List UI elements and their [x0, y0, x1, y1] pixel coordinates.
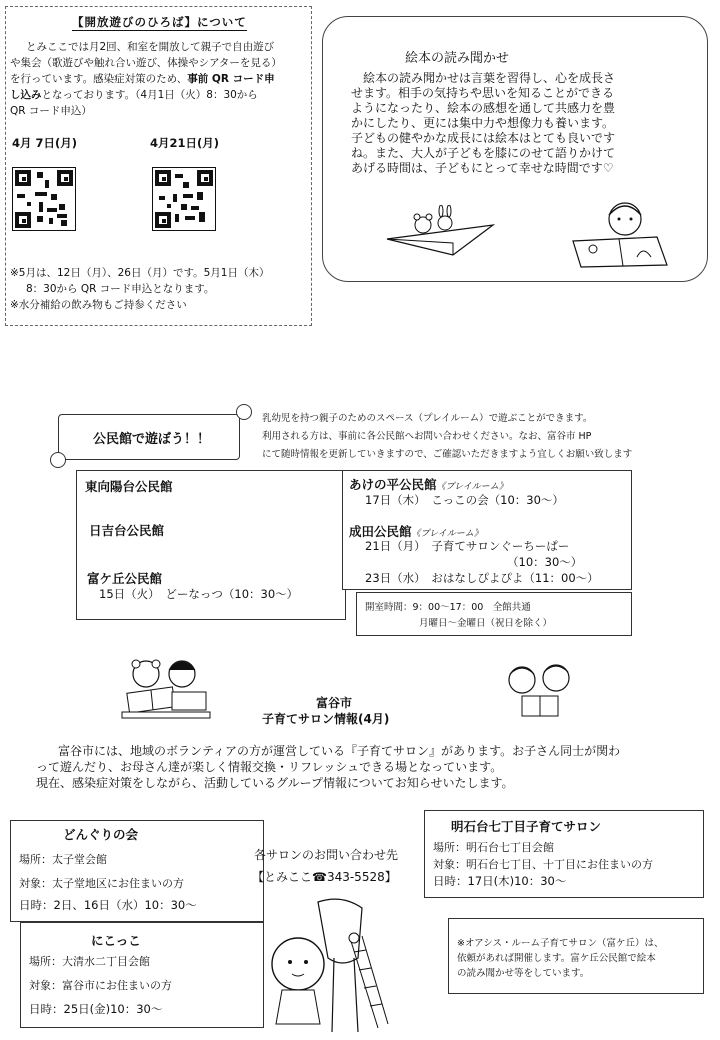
kominkan-left-box — [76, 470, 346, 620]
salon-date: 日時：25日(金)10：30〜 — [29, 1002, 163, 1016]
hours-box — [356, 592, 632, 636]
hiroba-body-4-text: となっております。（4月1日（火）8：30から — [41, 89, 258, 101]
ehon-line: かにしたり、更には集中力や想像力も養います。 — [351, 116, 615, 130]
ehon-line: 絵本の読み聞かせは言葉を習得し、心を成長さ — [351, 71, 616, 85]
kominkan-name: 成田公民館 — [349, 524, 412, 539]
kominkan-right-box — [342, 470, 632, 590]
ehon-line: ね。また、大人が子どもを膝にのせて語りかけて — [351, 146, 616, 160]
hiroba-date-2: 4月21日(月) — [150, 136, 220, 150]
kominkan-event: （10：30〜） — [507, 555, 583, 569]
salon-date: 日時：2日、16日（水）10：30〜 — [19, 898, 197, 912]
child-reading-illustration — [567, 197, 677, 269]
akashi-box — [424, 810, 704, 898]
hiroba-body-2: や集会（歌遊びや触れ合い遊び、体操やシアターを見る） — [10, 57, 282, 69]
hiroba-note-2: 8：30から QR コード申込となります。 — [26, 283, 215, 295]
kominkan-name: 東向陽台公民館 — [85, 479, 173, 494]
kominkan-intro-2: 利用される方は、事前に各公民館へお問い合わせください。なお、富谷市 HP — [262, 431, 592, 442]
banner-scroll-end — [236, 404, 252, 420]
salon-target: 対象：太子堂地区にお住まいの方 — [19, 877, 184, 890]
hiroba-body-4-bold: し込み — [10, 89, 42, 101]
qr-code-icon[interactable] — [152, 167, 216, 231]
contact-label: 各サロンのお問い合わせ先 — [254, 848, 399, 862]
ehon-line: 子どもの健やかな成長には絵本はとても良いです — [351, 131, 616, 145]
banner-scroll-end — [50, 452, 66, 468]
hiroba-note-3: ※水分補給の飲み物もご持参ください — [10, 299, 187, 311]
kominkan-event: 23日（水） おはなしぴよぴよ（11：00〜） — [365, 571, 599, 585]
hiroba-body-4 — [10, 87, 258, 103]
playroom-tag: 《プレイルーム》 — [411, 529, 483, 539]
ehon-box — [322, 16, 708, 282]
hiroba-body-3-text: を行っています。感染症対策のため、 — [10, 73, 188, 85]
oasis-line: の読み聞かせ等をしています。 — [457, 968, 590, 979]
ehon-title: 絵本の読み聞かせ — [405, 51, 510, 66]
ehon-line: せます。相手の気持ちや思いを知ることができる — [351, 86, 615, 100]
children-with-book-illustration — [500, 660, 580, 720]
hiroba-box — [5, 6, 312, 326]
kominkan-intro-1: 乳幼児を持つ親子のためのスペース（プレイルーム）で遊ぶことができます。 — [262, 413, 593, 424]
contact-value[interactable]: 【とみここ☎343-5528】 — [252, 870, 397, 884]
salon-place: 場所：大清水二丁目会館 — [29, 955, 150, 968]
salon-name: 明石台七丁目子育てサロン — [451, 819, 602, 834]
oasis-line: 依頼があれば開催します。富ケ丘公民館で絵本 — [457, 953, 656, 964]
children-reading-illustration — [118, 656, 214, 722]
salon-title-2: 子育てサロン情報(4月) — [262, 712, 390, 726]
kominkan-event: 21日（月） 子育てサロンぐーちーぱー — [365, 539, 570, 553]
kominkan-name: あけの平公民館 — [349, 477, 437, 492]
kominkan-name-row — [349, 474, 508, 493]
oasis-line: ※オアシス・ルーム子育てサロン（富ケ丘）は、 — [457, 938, 664, 949]
salon-target: 対象：明石台七丁目、十丁目にお住まいの方 — [433, 858, 653, 871]
hiroba-body-3-bold: 事前 QR コード申 — [187, 73, 275, 85]
salon-para-1: 富谷市には、地域のボランティアの方が運営している『子育てサロン』があります。お子さん同士が関わ — [58, 744, 621, 758]
hiroba-date-1: 4月 7日(月) — [12, 136, 78, 150]
ehon-text — [351, 71, 615, 176]
kominkan-event: 17日（木） こっこの会（10：30〜） — [365, 493, 564, 507]
ehon-line: ようになったり、絵本の感想を通して共感力を豊 — [351, 101, 616, 115]
salon-para-2: って遊んだり、お母さん達が楽しく情報交換・リフレッシュできる場となっています。 — [36, 760, 503, 774]
playroom-tag: 《プレイルーム》 — [436, 482, 508, 492]
child-tree-ladder-illustration — [262, 898, 390, 1034]
kominkan-banner — [58, 414, 240, 460]
oasis-box — [448, 918, 704, 994]
kominkan-intro-3: にて随時情報を更新していきますので、ご確認いただきますよう宜しくお願い致します — [262, 449, 633, 460]
kominkan-event: 15日（火） どーなっつ（10：30〜） — [99, 587, 299, 601]
nikokko-box — [20, 922, 264, 1028]
kominkan-name: 日吉台公民館 — [89, 523, 165, 538]
salon-title-1: 富谷市 — [316, 696, 353, 710]
hiroba-body-5: QR コード申込） — [10, 105, 92, 117]
donguri-box — [10, 820, 264, 922]
qr-code-icon[interactable] — [12, 167, 76, 231]
hiroba-body-3 — [10, 71, 275, 87]
paper-plane-illustration — [383, 205, 503, 265]
salon-name: にこっこ — [91, 933, 141, 948]
hiroba-title: 【開放遊びのひろば】について — [72, 15, 247, 29]
salon-para-3: 現在、感染症対策をしながら、活動しているグループ情報についてお知らせいたします。 — [36, 776, 514, 790]
salon-date: 日時：17日(木)10：30〜 — [433, 874, 567, 888]
salon-name: どんぐりの会 — [63, 827, 139, 842]
hiroba-note-1: ※5月は、12日（月）、26日（月）です。5月1日（木） — [10, 267, 270, 279]
hiroba-body-1: とみここでは月2回、和室を開放して親子で自由遊び — [26, 41, 275, 53]
ehon-line: あげる時間は、子どもにとって幸せな時間です♡ — [351, 161, 614, 175]
salon-place: 場所：太子堂会館 — [19, 853, 107, 866]
salon-place: 場所：明石台七丁目会館 — [433, 841, 554, 854]
kominkan-name: 富ケ丘公民館 — [87, 571, 163, 586]
salon-target: 対象：富谷市にお住まいの方 — [29, 979, 172, 992]
hours-line-1: 開室時間：9：00〜17：00 全館共通 — [365, 602, 531, 613]
hours-line-2: 月曜日〜金曜日（祝日を除く） — [419, 618, 553, 629]
kominkan-banner-text: 公民館で遊ぼう！！ — [93, 432, 211, 447]
